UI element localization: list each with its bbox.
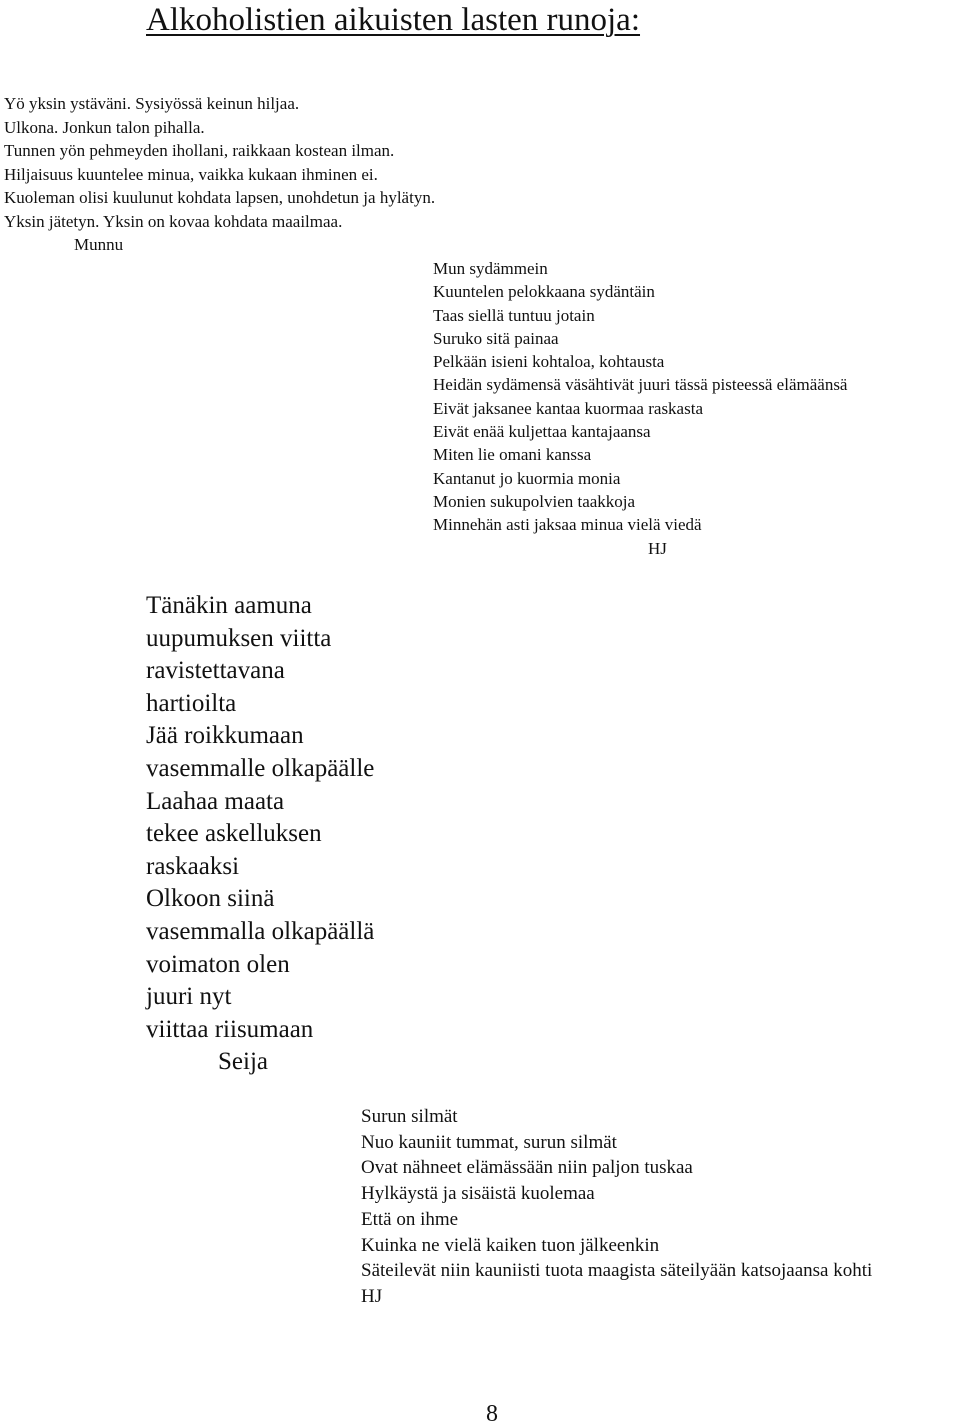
poem-line: Olkoon siinä bbox=[146, 885, 275, 913]
poem-line: Kantanut jo kuormia monia bbox=[433, 468, 621, 488]
poem-line: tekee askelluksen bbox=[146, 820, 322, 848]
poem-surun-silmat bbox=[361, 1104, 872, 1310]
poem-line: vasemmalle olkapäälle bbox=[146, 754, 375, 782]
poem-line: Kuinka ne vielä kaiken tuon jälkeenkin bbox=[361, 1234, 660, 1256]
poem-line: Hiljaisuus kuuntelee minua, vaikka kukaan ihminen ei. bbox=[4, 164, 378, 184]
poem-line: Monien sukupolvien taakkoja bbox=[433, 491, 636, 511]
poem-line: Pelkään isieni kohtaloa, kohtausta bbox=[433, 352, 665, 372]
poem-line: Minnehän asti jaksaa minua vielä viedä bbox=[433, 515, 702, 535]
poem-line: hartioilta bbox=[146, 689, 237, 717]
poem-line: Jää roikkumaan bbox=[146, 722, 304, 750]
poem-author: HJ bbox=[648, 538, 667, 558]
poem-line: Surun silmät bbox=[361, 1106, 458, 1127]
document-title: Alkoholistien aikuisten lasten runoja: bbox=[146, 2, 641, 38]
poem-line: Nuo kauniit tummat, surun silmät bbox=[361, 1131, 617, 1153]
poem-line: Eivät jaksanee kantaa kuormaa raskasta bbox=[433, 398, 703, 418]
poem-line: Yksin jätetyn. Yksin on kovaa kohdata maailmaa. bbox=[4, 211, 343, 231]
poem-line: juuri nyt bbox=[146, 983, 232, 1011]
poem-line: Tänäkin aamuna bbox=[146, 592, 312, 619]
poem-munnu bbox=[4, 92, 435, 257]
poem-line: Hylkäystä ja sisäistä kuolemaa bbox=[361, 1183, 595, 1205]
poem-line: viittaa riisumaan bbox=[146, 1015, 314, 1043]
poem-line: Eivät enää kuljettaa kantajaansa bbox=[433, 422, 651, 442]
poem-line: Laahaa maata bbox=[146, 787, 285, 815]
poem-line: ravistettavana bbox=[146, 657, 285, 685]
poem-line: Suruko sitä painaa bbox=[433, 328, 559, 348]
poem-author: Munnu bbox=[74, 235, 124, 254]
poem-line: Taas siellä tuntuu jotain bbox=[433, 305, 595, 325]
poem-line: Että on ihme bbox=[361, 1208, 459, 1230]
poem-line: Säteilevät niin kauniisti tuota maagista säteilyään katsojaansa kohti bbox=[361, 1260, 873, 1282]
poem-line: vasemmalla olkapäällä bbox=[146, 917, 375, 945]
poem-line: uupumuksen viitta bbox=[146, 624, 332, 652]
poem-line: Miten lie omani kanssa bbox=[433, 445, 592, 465]
poem-line: Ovat nähneet elämässään niin paljon tuskaa bbox=[361, 1157, 693, 1179]
poem-tanakin-aamuna bbox=[146, 590, 374, 1079]
poem-line: Mun sydämmein bbox=[433, 259, 548, 278]
poem-line: raskaaksi bbox=[146, 852, 240, 880]
poem-line: voimaton olen bbox=[146, 950, 290, 978]
poem-line: Yö yksin ystäväni. Sysiyössä keinun hiljaa. bbox=[4, 94, 300, 113]
poem-line: Ulkona. Jonkun talon pihalla. bbox=[4, 117, 205, 137]
poem-mun-sydammein bbox=[433, 257, 847, 560]
poem-line: Heidän sydämensä väsähtivät juuri tässä pisteessä elämäänsä bbox=[433, 375, 848, 395]
poem-line: Tunnen yön pehmeyden ihollani, raikkaan kostean ilman. bbox=[4, 141, 395, 160]
poem-author: HJ bbox=[361, 1285, 383, 1307]
page-number: 8 bbox=[486, 1401, 498, 1427]
poem-line: Kuoleman olisi kuulunut kohdata lapsen, unohdetun ja hylätyn. bbox=[4, 188, 436, 207]
poem-line: Kuuntelen pelokkaana sydäntäin bbox=[433, 282, 655, 302]
poem-author: Seija bbox=[218, 1048, 268, 1076]
